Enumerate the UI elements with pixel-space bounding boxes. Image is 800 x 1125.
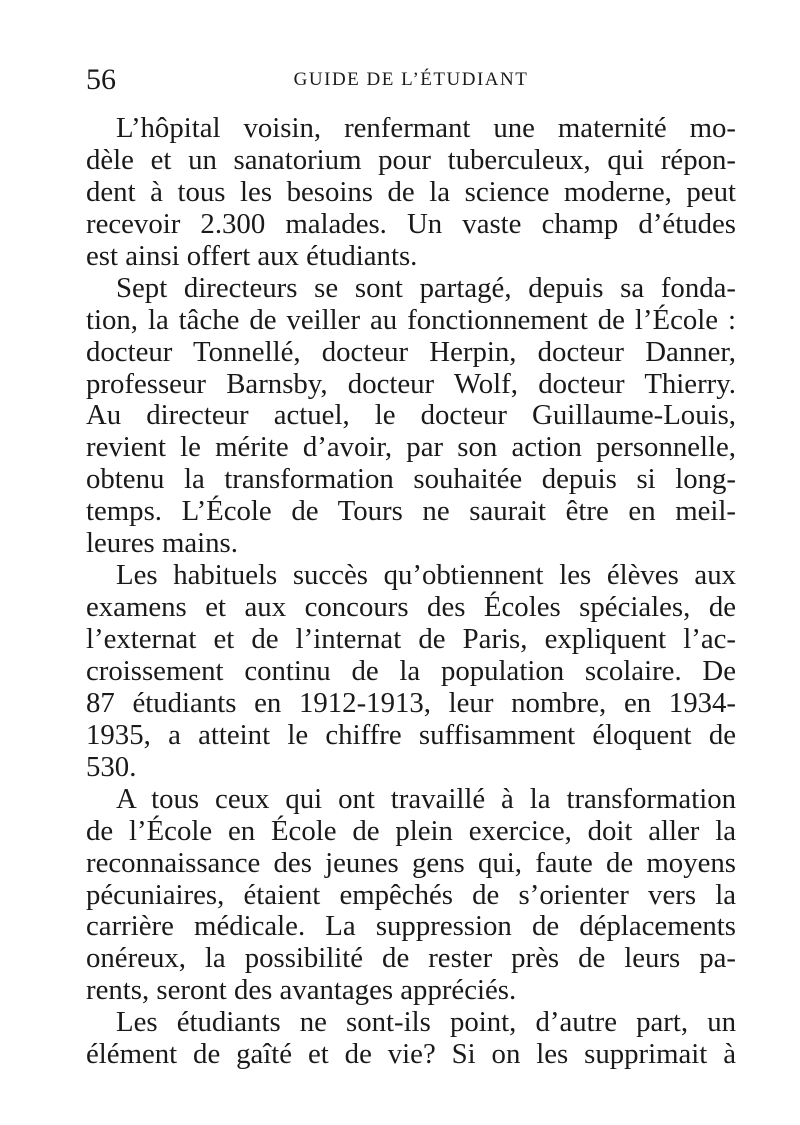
text-line: 87 étudiants en 1912-1913, leur nombre, en 1934- <box>86 686 736 719</box>
text-line: dent à tous les besoins de la science moderne, peut <box>86 175 736 208</box>
text-line: recevoir 2.300 malades. Un vaste champ d’études <box>86 207 736 240</box>
text-line: carrière médicale. La suppression de déplacements <box>86 910 736 943</box>
text-line: Les habituels succès qu’obtiennent les élèves aux <box>116 559 736 592</box>
text-line: reconnaissance des jeunes gens qui, faute de moyens <box>86 846 736 879</box>
text-line: leures mains. <box>86 527 238 560</box>
text-line: examens et aux concours des Écoles spéciales, de <box>86 591 736 624</box>
text-line: pécuniaires, étaient empêchés de s’orienter vers la <box>86 878 736 911</box>
text-line: dèle et un sanatorium pour tuberculeux, qui répon- <box>86 143 736 176</box>
text-line: onéreux, la possibilité de rester près de leurs pa- <box>86 942 736 975</box>
text-line: A tous ceux qui ont travaillé à la transformation <box>116 782 736 815</box>
text-line: revient le mérite d’avoir, par son action personnelle, <box>86 431 736 464</box>
text-line: 530. <box>86 750 137 783</box>
text-line: Les étudiants ne sont-ils point, d’autre part, un <box>116 1006 736 1039</box>
text-line: L’hôpital voisin, renfermant une maternité mo- <box>116 112 736 144</box>
text-line: rents, seront des avantages appréciés. <box>86 974 517 1007</box>
text-line: l’externat et de l’internat de Paris, expliquent l’ac- <box>86 623 736 655</box>
text-line: Au directeur actuel, le docteur Guillaume-Louis, <box>86 399 736 432</box>
text-line: professeur Barnsby, docteur Wolf, docteur Thierry. <box>86 367 736 400</box>
text-line: 1935, a atteint le chiffre suffisamment éloquent de <box>86 718 736 751</box>
page-header <box>86 64 736 96</box>
text-line: de l’École en École de plein exercice, doit aller la <box>86 814 736 847</box>
body-text <box>86 113 736 1071</box>
text-line: est ainsi offert aux étudiants. <box>86 239 418 272</box>
text-line: obtenu la transformation souhaitée depuis si long- <box>86 463 736 496</box>
text-line: croissement continu de la population scolaire. De <box>86 654 736 687</box>
page-number: 56 <box>86 63 116 96</box>
text-line: tion, la tâche de veiller au fonctionnement de l’École : <box>86 303 736 336</box>
text-line: élément de gaîté et de vie? Si on les supprimait à <box>86 1038 736 1071</box>
running-title: GUIDE DE L’ÉTUDIANT <box>293 69 529 90</box>
text-line: docteur Tonnellé, docteur Herpin, docteur Danner, <box>86 335 736 368</box>
text-line: Sept directeurs se sont partagé, depuis sa fonda- <box>116 271 736 304</box>
text-line: temps. L’École de Tours ne saurait être en meil- <box>86 495 736 528</box>
